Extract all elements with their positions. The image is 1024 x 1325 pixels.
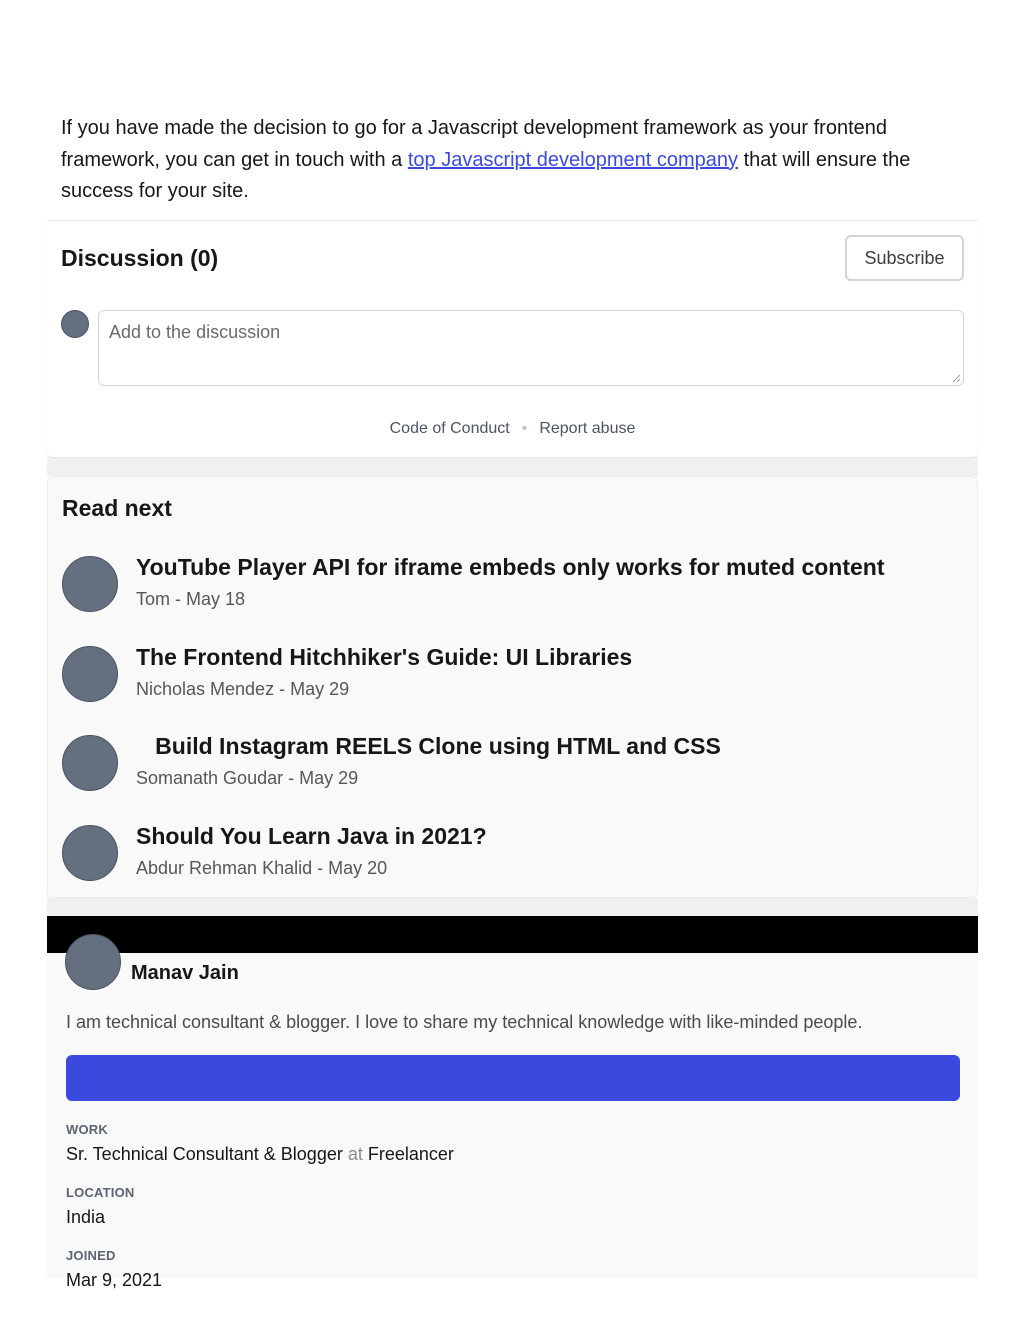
read-next-date: May 29 — [290, 679, 350, 699]
location-label: LOCATION — [66, 1185, 135, 1200]
read-next-author: Somanath Goudar — [136, 768, 284, 788]
read-next-section — [47, 476, 978, 898]
discussion-title: Discussion (0) — [61, 245, 219, 271]
author-avatar — [62, 735, 118, 791]
code-of-conduct-link[interactable]: Code of Conduct — [389, 420, 510, 437]
discussion-section — [47, 221, 978, 458]
article-text: If you have made the decision to go for a Javascript development framework as your frontend framework, you can get in touch with a — [61, 117, 887, 171]
read-next-headline[interactable]: Should You Learn Java in 2021? — [136, 823, 487, 849]
author-bio: I am technical consultant & blogger. I love to share my technical knowledge with like-minded people. — [66, 1012, 863, 1032]
read-next-headline[interactable]: The Frontend Hitchhiker's Guide: UI Libraries — [136, 644, 633, 670]
read-next-meta: Abdur Rehman Khalid - May 20 — [136, 858, 388, 878]
work-at: at — [347, 1144, 363, 1164]
read-next-headline[interactable]: Build Instagram REELS Clone using HTML and CSS — [136, 733, 721, 759]
article-link[interactable]: top Javascript development company — [407, 148, 739, 171]
author-name[interactable]: Manav Jain — [131, 962, 239, 984]
subscribe-button[interactable]: Subscribe — [845, 235, 964, 281]
article-paragraph — [61, 113, 966, 208]
location-value: India — [66, 1207, 106, 1227]
discussion-input-placeholder: Add to the discussion — [109, 322, 281, 342]
read-next-author: Nicholas Mendez — [136, 679, 275, 699]
joined-label: JOINED — [66, 1248, 116, 1263]
author-avatar — [62, 556, 118, 612]
article-body-end — [47, 40, 978, 221]
read-next-item[interactable] — [62, 825, 962, 885]
read-next-author: Tom — [136, 589, 171, 609]
read-next-author: Abdur Rehman Khalid — [136, 858, 313, 878]
section-gap — [47, 898, 978, 916]
read-next-meta: Somanath Goudar - May 29 — [136, 768, 359, 788]
read-next-meta: Tom - May 18 — [136, 589, 246, 609]
report-abuse-link[interactable]: Report abuse — [539, 420, 636, 437]
resize-handle-icon[interactable] — [951, 373, 961, 383]
author-avatar — [62, 646, 118, 702]
work-title: Sr. Technical Consultant & Blogger — [66, 1144, 343, 1164]
current-user-avatar — [61, 310, 89, 338]
read-next-item[interactable] — [62, 556, 962, 616]
article-text-end: that will ensure the success for your site. — [61, 148, 911, 202]
read-next-item[interactable] — [62, 646, 962, 706]
read-next-date: May 18 — [186, 589, 246, 609]
author-card — [47, 916, 978, 1290]
work-label: WORK — [66, 1122, 108, 1137]
discussion-footer — [47, 420, 978, 438]
author-profile-avatar[interactable] — [65, 934, 121, 990]
read-next-date: May 29 — [299, 768, 359, 788]
read-next-item[interactable] — [62, 735, 962, 795]
read-next-title: Read next — [62, 495, 172, 521]
joined-value: Mar 9, 2021 — [66, 1270, 163, 1290]
read-next-meta: Nicholas Mendez - May 29 — [136, 679, 350, 699]
author-avatar — [62, 825, 118, 881]
work-company: Freelancer — [367, 1144, 454, 1164]
read-next-headline[interactable]: YouTube Player API for iframe embeds only works for muted content — [136, 554, 885, 580]
work-value — [66, 1144, 454, 1165]
discussion-input[interactable] — [98, 310, 964, 386]
separator-dot: • — [521, 420, 528, 437]
follow-button[interactable] — [66, 1055, 960, 1101]
section-gap — [47, 458, 978, 476]
author-banner — [47, 916, 978, 953]
read-next-date: May 20 — [328, 858, 388, 878]
